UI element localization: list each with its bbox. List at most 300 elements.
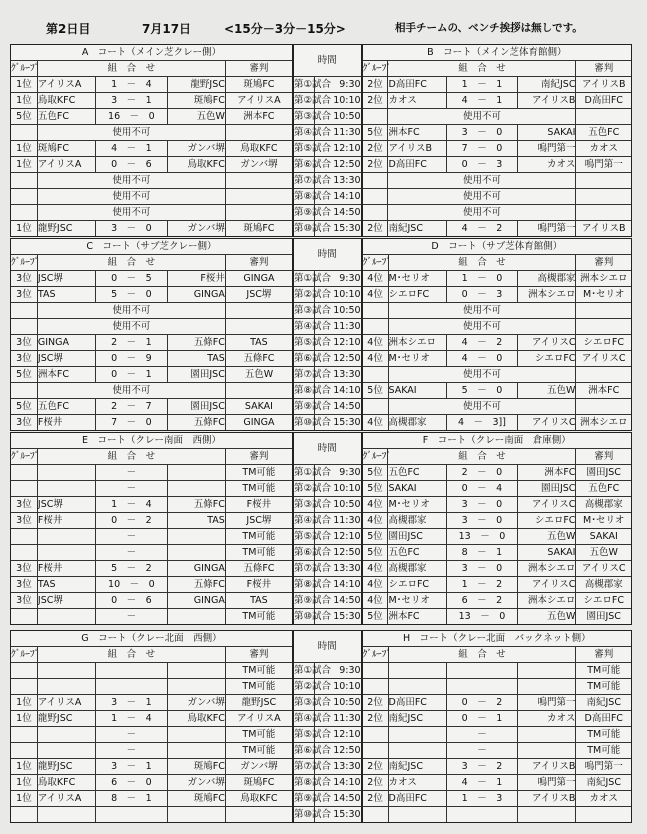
group-position xyxy=(11,679,37,695)
match-time: 13:30 xyxy=(314,173,362,189)
matchup-header: 組 合 せ xyxy=(37,449,225,465)
referee-team: 園田JSC xyxy=(576,465,631,481)
group-position: 4位 xyxy=(362,561,388,577)
match-score: 4 － 2 xyxy=(446,221,518,237)
group-position xyxy=(11,205,37,221)
away-team: 南紀JSC xyxy=(518,77,576,93)
group-header: ｸﾞﾙｰﾌﾟ xyxy=(362,61,388,77)
match-time: 13:30 xyxy=(314,561,362,577)
group-position: 3位 xyxy=(11,497,37,513)
matchup-header: 組 合 せ xyxy=(37,255,225,271)
group-position xyxy=(362,399,388,415)
match-slot: 第⑥試合 xyxy=(293,351,314,367)
referee-team: 南紀JSC xyxy=(576,775,631,791)
home-team xyxy=(37,727,95,743)
referee-team xyxy=(576,807,631,823)
unavailable-label: 使用不可 xyxy=(37,189,225,205)
match-row xyxy=(11,743,631,759)
group-position xyxy=(362,319,388,335)
home-team: 鳥取KFC xyxy=(37,93,95,109)
home-team xyxy=(37,465,95,481)
match-time: 14:50 xyxy=(314,593,362,609)
match-score xyxy=(446,807,518,823)
away-team: 五色W xyxy=(518,609,576,625)
home-team: TAS xyxy=(37,577,95,593)
referee-team xyxy=(576,109,631,125)
group-position: 1位 xyxy=(11,711,37,727)
match-score: 3 － 0 xyxy=(446,125,518,141)
match-slot: 第⑨試合 xyxy=(293,791,314,807)
referee-team xyxy=(225,303,293,319)
match-row xyxy=(11,711,631,727)
referee-team: TM可能 xyxy=(225,663,293,679)
home-team: TAS xyxy=(37,287,95,303)
court-title: G コート（クレー北面 西側） xyxy=(11,631,293,647)
referee-team: アイリスC xyxy=(576,561,631,577)
match-row xyxy=(11,383,631,399)
match-score: 7 － 0 xyxy=(95,415,167,431)
group-position: 5位 xyxy=(11,399,37,415)
home-team: D高田FC xyxy=(388,157,446,173)
match-score: － xyxy=(446,743,518,759)
referee-team: TM可能 xyxy=(225,529,293,545)
match-time: 10:10 xyxy=(314,93,362,109)
match-score: 1 － 3 xyxy=(446,791,518,807)
away-team xyxy=(167,529,225,545)
away-team: シエロFC xyxy=(518,351,576,367)
match-row xyxy=(11,791,631,807)
referee-team: JSC堺 xyxy=(225,513,293,529)
referee-team xyxy=(576,367,631,383)
home-team: 龍野JSC xyxy=(37,759,95,775)
match-score: 3 － 0 xyxy=(446,497,518,513)
match-score: 0 － 2 xyxy=(446,695,518,711)
match-slot: 第②試合 xyxy=(293,679,314,695)
date-label: 7月17日 xyxy=(142,22,192,36)
court-title: B コート（メイン芝体育館側） xyxy=(362,45,631,61)
match-score: － xyxy=(95,481,167,497)
match-slot: 第⑤試合 xyxy=(293,141,314,157)
group-position: 2位 xyxy=(362,695,388,711)
match-time: 9:30 xyxy=(314,465,362,481)
group-position: 1位 xyxy=(11,221,37,237)
match-slot: 第⑧試合 xyxy=(293,775,314,791)
match-slot: 第⑨試合 xyxy=(293,593,314,609)
home-team: M･セリオ xyxy=(388,593,446,609)
match-slot: 第③試合 xyxy=(293,695,314,711)
home-team: 龍野JSC xyxy=(37,711,95,727)
match-time: 12:50 xyxy=(314,545,362,561)
match-row xyxy=(11,465,631,481)
match-time: 14:10 xyxy=(314,189,362,205)
court-title: E コート（クレー南面 西側） xyxy=(11,433,293,449)
court-title: A コート（メイン芝クレー側） xyxy=(11,45,293,61)
group-position xyxy=(11,545,37,561)
home-team: JSC堺 xyxy=(37,593,95,609)
group-position xyxy=(11,319,37,335)
group-position xyxy=(11,481,37,497)
match-time: 14:10 xyxy=(314,775,362,791)
away-team xyxy=(518,663,576,679)
match-row xyxy=(11,513,631,529)
match-score: 2 － 0 xyxy=(446,465,518,481)
match-score: 1 － 4 xyxy=(95,497,167,513)
match-row xyxy=(11,497,631,513)
home-team: 五色FC xyxy=(37,399,95,415)
match-row xyxy=(11,189,631,205)
time-header: 時間 xyxy=(293,631,362,663)
referee-team: TM可能 xyxy=(576,743,631,759)
away-team xyxy=(167,807,225,823)
home-team: 龍野JSC xyxy=(37,221,95,237)
match-slot: 第④試合 xyxy=(293,319,314,335)
match-slot: 第⑤試合 xyxy=(293,529,314,545)
match-row xyxy=(11,593,631,609)
unavailable-label: 使用不可 xyxy=(37,125,225,141)
match-time: 10:10 xyxy=(314,287,362,303)
referee-team: F桜井 xyxy=(225,497,293,513)
group-position: 1位 xyxy=(11,93,37,109)
referee-team: TAS xyxy=(225,593,293,609)
away-team: 五條FC xyxy=(167,497,225,513)
home-team xyxy=(37,481,95,497)
referee-header: 審判 xyxy=(225,449,293,465)
group-position: 2位 xyxy=(362,141,388,157)
away-team: アイリスC xyxy=(518,335,576,351)
referee-team: M･セリオ xyxy=(576,287,631,303)
referee-team xyxy=(576,189,631,205)
match-score: 1 － 2 xyxy=(446,577,518,593)
match-time: 10:50 xyxy=(314,109,362,125)
matchup-header: 組 合 せ xyxy=(388,61,576,77)
referee-team: 高槻郡家 xyxy=(576,497,631,513)
away-team: 五條FC xyxy=(167,577,225,593)
group-position: 3位 xyxy=(11,415,37,431)
group-position xyxy=(11,727,37,743)
unavailable-label: 使用不可 xyxy=(37,205,225,221)
court-title: D コート（サブ芝体育館側） xyxy=(362,239,631,255)
referee-team: TM可能 xyxy=(225,679,293,695)
away-team: カオス xyxy=(518,157,576,173)
match-time: 9:30 xyxy=(314,271,362,287)
referee-team: GINGA xyxy=(225,415,293,431)
referee-team: F桜井 xyxy=(225,577,293,593)
group-position: 2位 xyxy=(362,791,388,807)
match-slot: 第⑧試合 xyxy=(293,189,314,205)
match-time: 12:10 xyxy=(314,529,362,545)
away-team: 鳥取KFC xyxy=(167,711,225,727)
group-position: 5位 xyxy=(11,109,37,125)
match-score: 0 － 1 xyxy=(95,367,167,383)
referee-team: 高槻郡家 xyxy=(576,577,631,593)
match-slot: 第④試合 xyxy=(293,711,314,727)
group-position: 2位 xyxy=(362,221,388,237)
referee-team: TM可能 xyxy=(225,545,293,561)
group-position xyxy=(11,189,37,205)
away-team: カオス xyxy=(518,711,576,727)
match-score xyxy=(446,663,518,679)
referee-team: シエロFC xyxy=(576,335,631,351)
match-row xyxy=(11,109,631,125)
match-slot: 第⑩試合 xyxy=(293,415,314,431)
match-time: 10:50 xyxy=(314,695,362,711)
match-row xyxy=(11,481,631,497)
away-team: アイリスB xyxy=(518,93,576,109)
match-score: 13 － 0 xyxy=(446,609,518,625)
referee-team: 斑鳩FC xyxy=(225,77,293,93)
match-score: 6 － 0 xyxy=(95,775,167,791)
home-team: D高田FC xyxy=(388,791,446,807)
away-team: 五色W xyxy=(518,529,576,545)
group-position xyxy=(362,189,388,205)
home-team xyxy=(388,679,446,695)
away-team: 高槻郡家 xyxy=(518,271,576,287)
match-score: 0 － 3 xyxy=(446,157,518,173)
unavailable-label: 使用不可 xyxy=(388,189,576,205)
home-team: SAKAI xyxy=(388,481,446,497)
referee-team: 園田JSC xyxy=(586,610,621,622)
away-team: 龍野JSC xyxy=(167,77,225,93)
home-team xyxy=(388,743,446,759)
match-slot: 第⑥試合 xyxy=(293,157,314,173)
group-header: ｸﾞﾙｰﾌﾟ xyxy=(11,449,37,465)
group-header: ｸﾞﾙｰﾌﾟ xyxy=(11,61,37,77)
match-time: 15:30 xyxy=(314,807,362,823)
group-header: ｸﾞﾙｰﾌﾟ xyxy=(362,449,388,465)
group-position: 1位 xyxy=(11,77,37,93)
unavailable-label: 使用不可 xyxy=(388,173,576,189)
match-row xyxy=(11,367,631,383)
home-team: アイリスA xyxy=(37,77,95,93)
group-position: 5位 xyxy=(362,465,388,481)
bench-note: 相手チームの、ベンチ挨拶は無しです。 xyxy=(395,22,583,34)
match-time: 15:30 xyxy=(314,415,362,431)
referee-team: SAKAI xyxy=(225,399,293,415)
unavailable-label: 使用不可 xyxy=(388,109,576,125)
match-time: 10:10 xyxy=(314,679,362,695)
match-score: 5 － 0 xyxy=(95,287,167,303)
away-team: 鳥取KFC xyxy=(167,157,225,173)
referee-team xyxy=(576,319,631,335)
match-row xyxy=(11,221,631,237)
home-team xyxy=(37,679,95,695)
referee-team: SAKAI xyxy=(576,529,631,545)
referee-header: 審判 xyxy=(225,255,293,271)
court-section xyxy=(10,630,632,823)
away-team: 斑鳩FC xyxy=(167,93,225,109)
match-score: 4 － 1 xyxy=(95,141,167,157)
referee-header: 審判 xyxy=(225,647,293,663)
group-position: 5位 xyxy=(362,529,388,545)
match-score: 3 － 0 xyxy=(446,561,518,577)
matchup-header: 組 合 せ xyxy=(37,647,225,663)
away-team: F桜井 xyxy=(167,271,225,287)
match-row xyxy=(11,93,631,109)
home-team: 斑鳩FC xyxy=(37,141,95,157)
referee-team: カオス xyxy=(576,791,631,807)
match-score: 8 － 1 xyxy=(95,791,167,807)
home-team: 南紀JSC xyxy=(388,759,446,775)
match-format: <15分－3分－15分> xyxy=(224,22,346,36)
match-time: 12:10 xyxy=(314,141,362,157)
home-team: 鳥取KFC xyxy=(37,775,95,791)
group-position xyxy=(362,679,388,695)
match-slot: 第⑨試合 xyxy=(293,205,314,221)
match-row xyxy=(11,205,631,221)
match-time: 15:30 xyxy=(314,609,362,625)
match-score: － xyxy=(446,727,518,743)
referee-team: ガンバ堺 xyxy=(225,759,293,775)
court-title: C コート（サブ芝クレー側） xyxy=(11,239,293,255)
matchup-header: 組 合 せ xyxy=(388,255,576,271)
match-time: 14:50 xyxy=(314,791,362,807)
group-position: 5位 xyxy=(362,609,388,625)
unavailable-label: 使用不可 xyxy=(388,399,576,415)
away-team: 斑鳩FC xyxy=(167,759,225,775)
group-position: 2位 xyxy=(362,775,388,791)
match-score: 8 － 1 xyxy=(446,545,518,561)
home-team xyxy=(37,663,95,679)
match-score: 10 － 0 xyxy=(95,577,167,593)
away-team xyxy=(167,663,225,679)
referee-team xyxy=(225,189,293,205)
match-row xyxy=(11,271,631,287)
match-score: 5 － 2 xyxy=(95,561,167,577)
referee-team xyxy=(225,807,293,823)
unavailable-label: 使用不可 xyxy=(37,173,225,189)
referee-team: D高田FC xyxy=(576,711,631,727)
match-slot: 第①試合 xyxy=(293,77,314,93)
match-time: 11:30 xyxy=(314,711,362,727)
match-time: 11:30 xyxy=(314,513,362,529)
home-team: F桜井 xyxy=(37,415,95,431)
match-time: 10:50 xyxy=(314,497,362,513)
match-time: 12:10 xyxy=(314,335,362,351)
match-score: 0 － 4 xyxy=(446,481,518,497)
group-position: 4位 xyxy=(362,271,388,287)
match-row xyxy=(11,577,631,593)
group-position: 2位 xyxy=(362,77,388,93)
away-team: SAKAI xyxy=(518,125,576,141)
away-team: TAS xyxy=(167,351,225,367)
referee-team: 斑鳩FC xyxy=(225,775,293,791)
home-team: F桜井 xyxy=(37,561,95,577)
match-slot: 第①試合 xyxy=(293,465,314,481)
group-position xyxy=(362,205,388,221)
away-team: GINGA xyxy=(167,561,225,577)
referee-team: 鳥取KFC xyxy=(225,791,293,807)
group-position xyxy=(11,807,37,823)
group-position: 5位 xyxy=(11,367,37,383)
away-team: 鳴門第一 xyxy=(518,775,576,791)
match-time: 10:10 xyxy=(314,481,362,497)
home-team: 五色FC xyxy=(388,545,446,561)
group-position: 1位 xyxy=(11,695,37,711)
referee-team: D高田FC xyxy=(576,93,631,109)
referee-team: TM可能 xyxy=(576,663,631,679)
referee-header: 審判 xyxy=(576,449,631,465)
match-score: － xyxy=(95,727,167,743)
away-team: ガンバ堺 xyxy=(167,695,225,711)
away-team: 鳴門第一 xyxy=(518,221,576,237)
match-row xyxy=(11,807,631,823)
unavailable-label: 使用不可 xyxy=(388,205,576,221)
match-slot: 第⑧試合 xyxy=(293,577,314,593)
home-team: 園田JSC xyxy=(388,529,446,545)
group-header: ｸﾞﾙｰﾌﾟ xyxy=(11,255,37,271)
away-team: 鳴門第一 xyxy=(518,141,576,157)
away-team: 五色W xyxy=(518,383,576,399)
referee-team: TM可能 xyxy=(225,465,293,481)
match-score: 1 － 1 xyxy=(446,77,518,93)
match-slot: 第③試合 xyxy=(293,497,314,513)
home-team: GINGA xyxy=(37,335,95,351)
match-score: 0 － 6 xyxy=(95,593,167,609)
group-position xyxy=(362,109,388,125)
unavailable-label: 使用不可 xyxy=(388,303,576,319)
match-score: 3 － 1 xyxy=(95,93,167,109)
home-team: アイリスA xyxy=(37,695,95,711)
group-position: 3位 xyxy=(11,335,37,351)
home-team: 五色FC xyxy=(37,109,95,125)
group-position: 5位 xyxy=(362,125,388,141)
referee-team: TM可能 xyxy=(225,481,293,497)
group-position: 3位 xyxy=(11,287,37,303)
match-slot: 第⑩試合 xyxy=(293,609,314,625)
group-position xyxy=(11,125,37,141)
away-team xyxy=(167,465,225,481)
group-position xyxy=(11,465,37,481)
match-slot: 第⑩試合 xyxy=(293,221,314,237)
away-team: 洲本FC xyxy=(518,465,576,481)
referee-team: 鳴門第一 xyxy=(576,759,631,775)
home-team: JSC堺 xyxy=(37,351,95,367)
away-team: 五條FC xyxy=(167,415,225,431)
match-time: 14:50 xyxy=(314,399,362,415)
referee-team: アイリスA xyxy=(225,711,293,727)
match-score xyxy=(446,679,518,695)
match-time: 14:10 xyxy=(314,577,362,593)
referee-team: 洲本FC xyxy=(576,383,631,399)
match-time: 14:10 xyxy=(314,383,362,399)
match-row xyxy=(11,679,631,695)
group-position: 3位 xyxy=(11,593,37,609)
away-team: GINGA xyxy=(167,593,225,609)
home-team: D高田FC xyxy=(388,695,446,711)
match-time: 12:50 xyxy=(314,157,362,173)
match-slot: 第⑤試合 xyxy=(293,727,314,743)
referee-team: 五色W xyxy=(576,545,631,561)
match-score: 1 － 4 xyxy=(95,711,167,727)
match-score: 7 － 0 xyxy=(446,141,518,157)
group-position: 4位 xyxy=(362,513,388,529)
match-slot: 第⑩試合 xyxy=(293,807,314,823)
home-team xyxy=(37,609,95,625)
referee-team: TAS xyxy=(225,335,293,351)
group-position: 4位 xyxy=(362,415,388,431)
court-section xyxy=(10,432,632,625)
referee-team xyxy=(225,205,293,221)
match-row xyxy=(11,399,631,415)
home-team: シエロFC xyxy=(388,287,446,303)
away-team: ガンバ堺 xyxy=(167,141,225,157)
home-team: 高槻郡家 xyxy=(388,513,446,529)
referee-team: アイリスA xyxy=(225,93,293,109)
match-score: 2 － 7 xyxy=(95,399,167,415)
group-position xyxy=(362,173,388,189)
match-slot: 第①試合 xyxy=(293,271,314,287)
group-position: 4位 xyxy=(362,287,388,303)
